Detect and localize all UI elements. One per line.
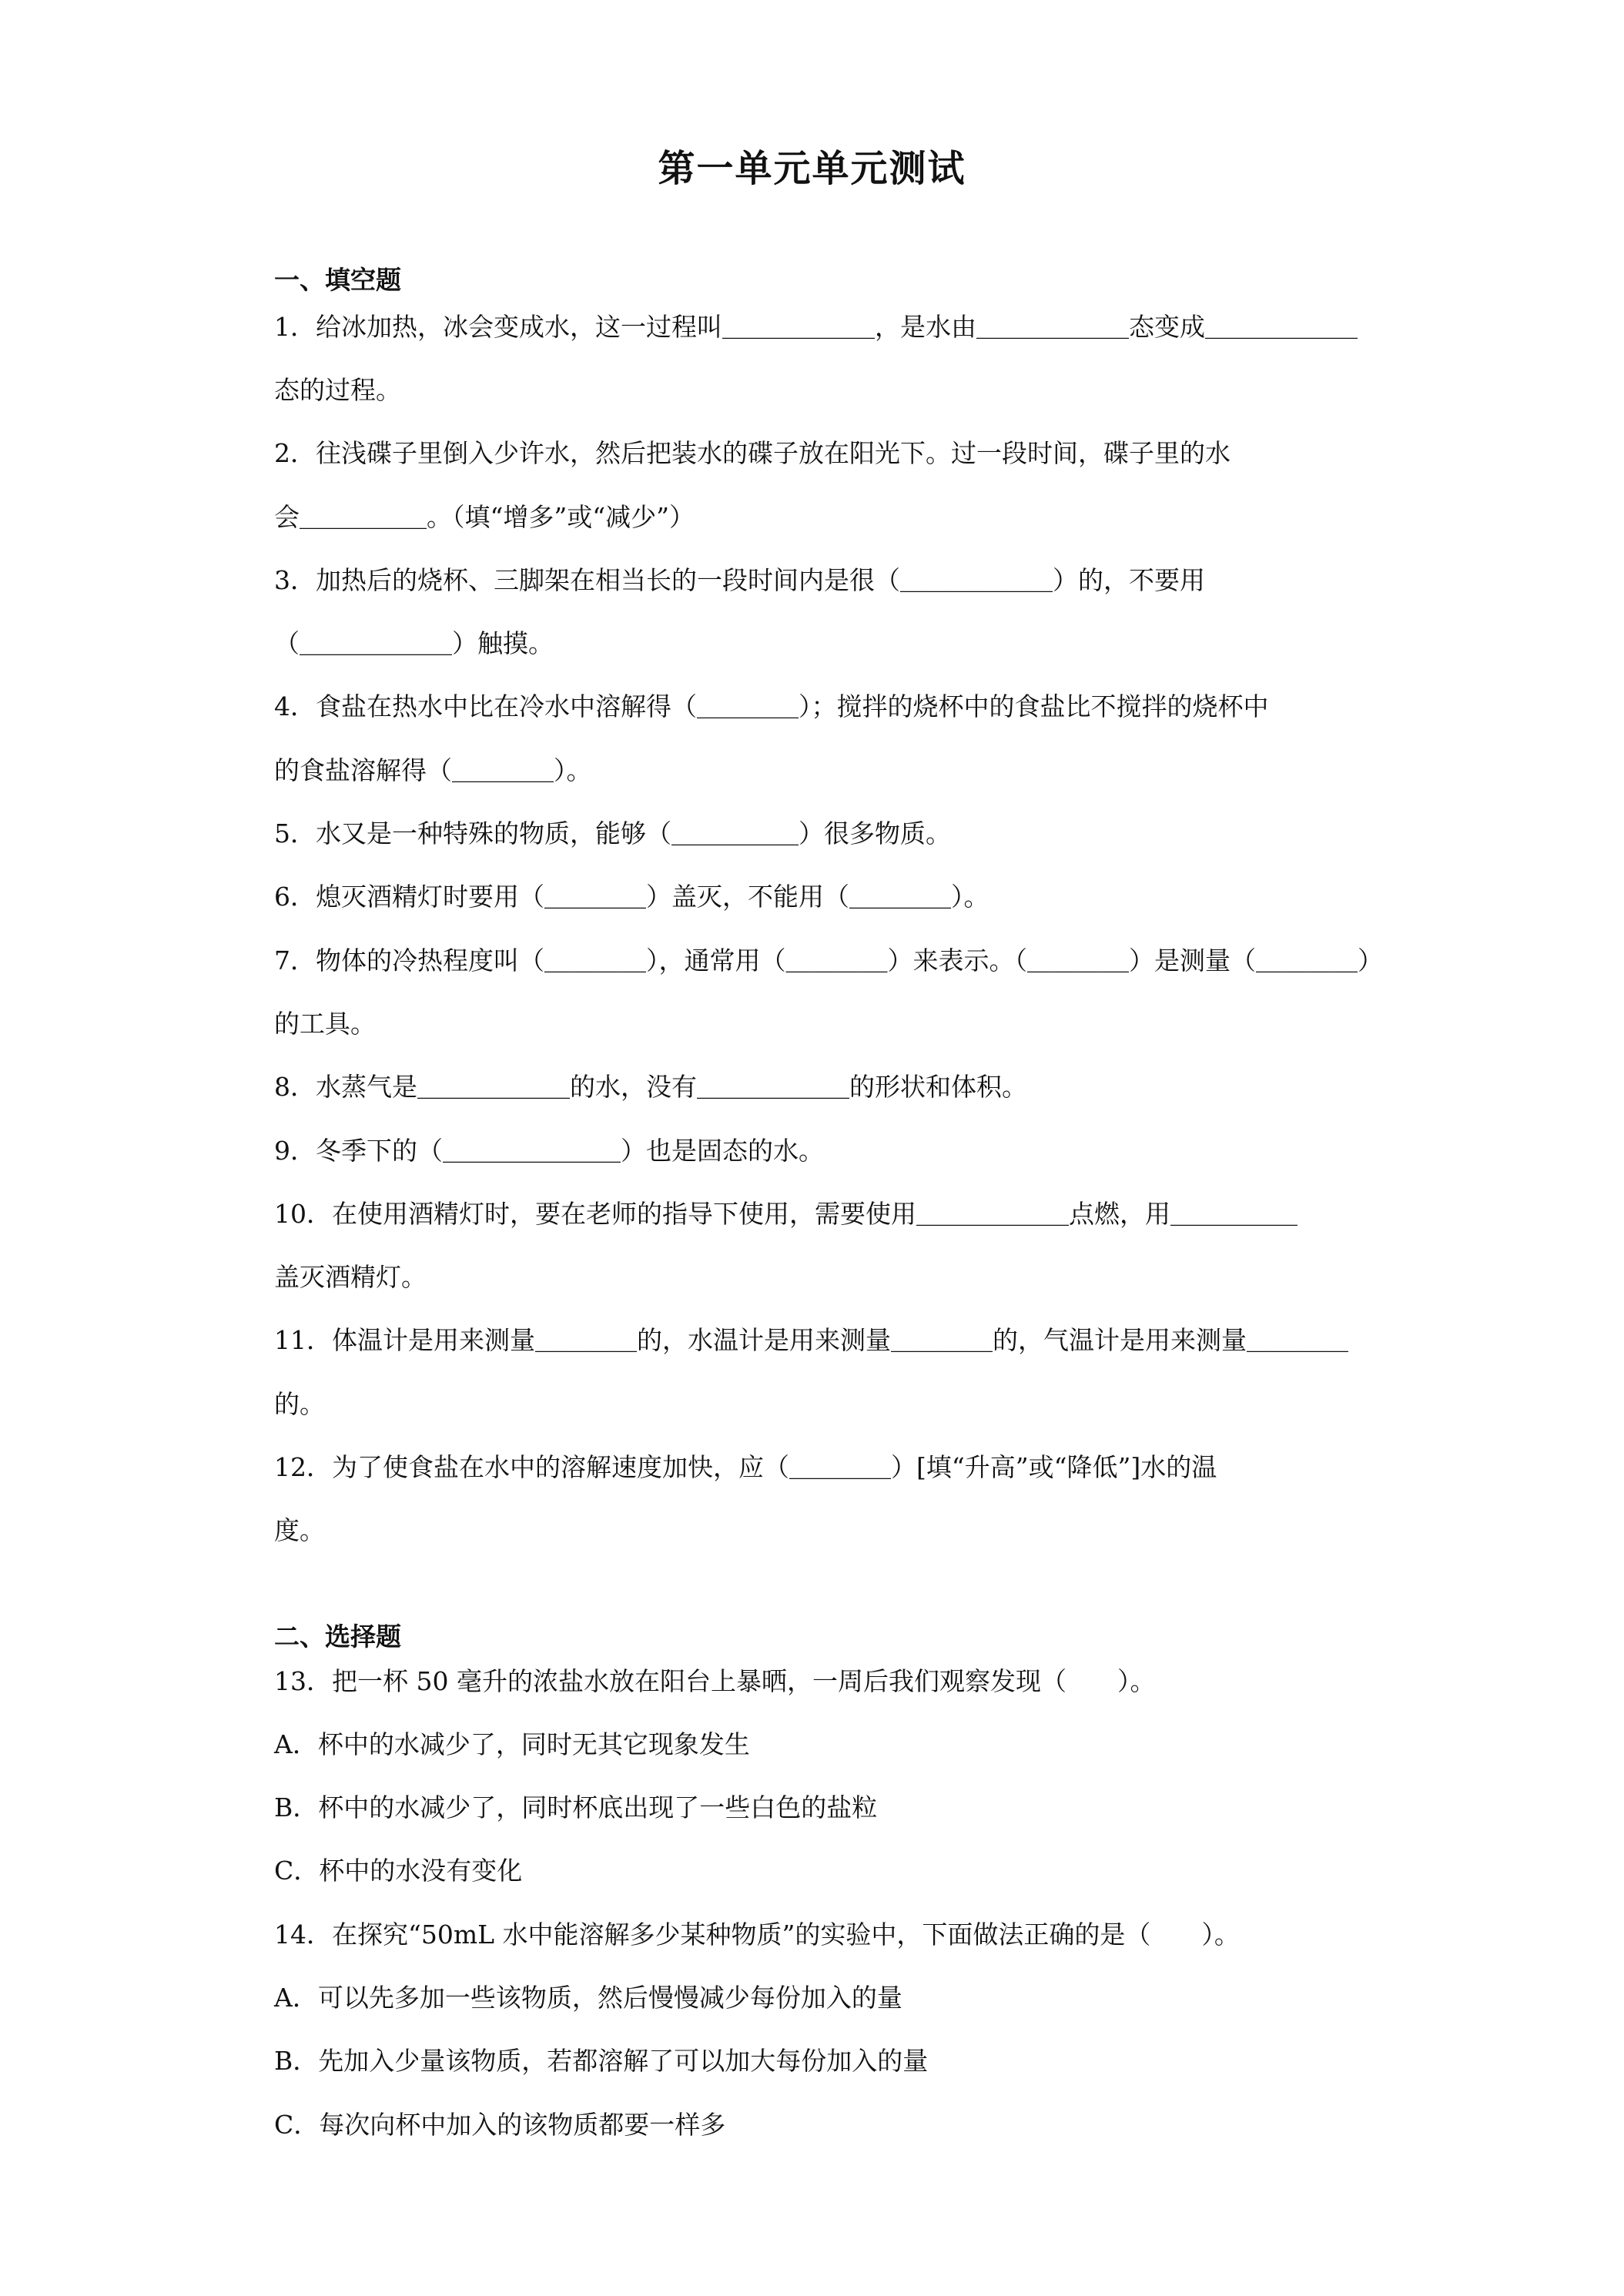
question-3-line-1: 3．加热后的烧杯、三脚架在相当长的一段时间内是很（＿＿＿＿＿＿）的，不要用 bbox=[274, 565, 1205, 595]
question-14: 14．在探究“50mL 水中能溶解多少某种物质”的实验中，下面做法正确的是（ ）。 bbox=[274, 1919, 1240, 1950]
question-13-option-a: A．杯中的水减少了，同时无其它现象发生 bbox=[274, 1729, 750, 1759]
question-7-line-1: 7．物体的冷热程度叫（＿＿＿＿），通常用（＿＿＿＿）来表示。（＿＿＿＿）是测量（＿＿＿＿） bbox=[274, 946, 1383, 976]
question-13-option-c: C．杯中的水没有变化 bbox=[274, 1856, 523, 1886]
section-heading-fill-in: 一、填空题 bbox=[274, 265, 401, 295]
question-12-line-1: 12．为了使食盐在水中的溶解速度加快，应（＿＿＿＿）[填“升高”或“降低”]水的温 bbox=[274, 1452, 1217, 1482]
question-4-line-1: 4．食盐在热水中比在冷水中溶解得（＿＿＿＿）；搅拌的烧杯中的食盐比不搅拌的烧杯中 bbox=[274, 691, 1269, 721]
question-12-line-2: 度。 bbox=[274, 1515, 325, 1545]
question-1-line-1: 1．给冰加热，冰会变成水，这一过程叫＿＿＿＿＿＿，是水由＿＿＿＿＿＿态变成＿＿＿＿＿＿ bbox=[274, 312, 1358, 342]
section-heading-choice: 二、选择题 bbox=[274, 1622, 401, 1652]
question-11-line-2: 的。 bbox=[274, 1389, 325, 1419]
question-9: 9．冬季下的（＿＿＿＿＿＿＿）也是固态的水。 bbox=[274, 1136, 824, 1166]
question-13: 13．把一杯 50 毫升的浓盐水放在阳台上暴晒，一周后我们观察发现（ ）。 bbox=[274, 1666, 1156, 1696]
question-10-line-2: 盖灭酒精灯。 bbox=[274, 1262, 427, 1292]
question-10-line-1: 10．在使用酒精灯时，要在老师的指导下使用，需要使用＿＿＿＿＿＿点燃，用＿＿＿＿＿ bbox=[274, 1199, 1298, 1229]
question-1-line-2: 态的过程。 bbox=[274, 375, 401, 405]
question-4-line-2: 的食盐溶解得（＿＿＿＿）。 bbox=[274, 755, 592, 785]
question-6: 6．熄灭酒精灯时要用（＿＿＿＿）盖灭，不能用（＿＿＿＿）。 bbox=[274, 882, 989, 912]
question-14-option-c: C．每次向杯中加入的该物质都要一样多 bbox=[274, 2110, 726, 2140]
question-8: 8．水蒸气是＿＿＿＿＿＿的水，没有＿＿＿＿＿＿的形状和体积。 bbox=[274, 1072, 1027, 1102]
question-5: 5．水又是一种特殊的物质，能够（＿＿＿＿＿）很多物质。 bbox=[274, 818, 951, 848]
question-14-option-b: B．先加入少量该物质，若都溶解了可以加大每份加入的量 bbox=[274, 2046, 929, 2076]
question-13-option-b: B．杯中的水减少了，同时杯底出现了一些白色的盐粒 bbox=[274, 1792, 878, 1822]
page-title: 第一单元单元测试 bbox=[658, 147, 966, 190]
question-7-line-2: 的工具。 bbox=[274, 1009, 376, 1039]
question-11-line-1: 11．体温计是用来测量＿＿＿＿的，水温计是用来测量＿＿＿＿的，气温计是用来测量＿＿＿＿ bbox=[274, 1325, 1348, 1355]
question-2-line-1: 2．往浅碟子里倒入少许水，然后把装水的碟子放在阳光下。过一段时间，碟子里的水 bbox=[274, 438, 1231, 468]
question-14-option-a: A．可以先多加一些该物质，然后慢慢减少每份加入的量 bbox=[274, 1983, 902, 2013]
question-2-line-2: 会＿＿＿＿＿。（填“增多”或“减少”） bbox=[274, 502, 695, 532]
question-3-line-2: （＿＿＿＿＿＿）触摸。 bbox=[274, 628, 554, 658]
